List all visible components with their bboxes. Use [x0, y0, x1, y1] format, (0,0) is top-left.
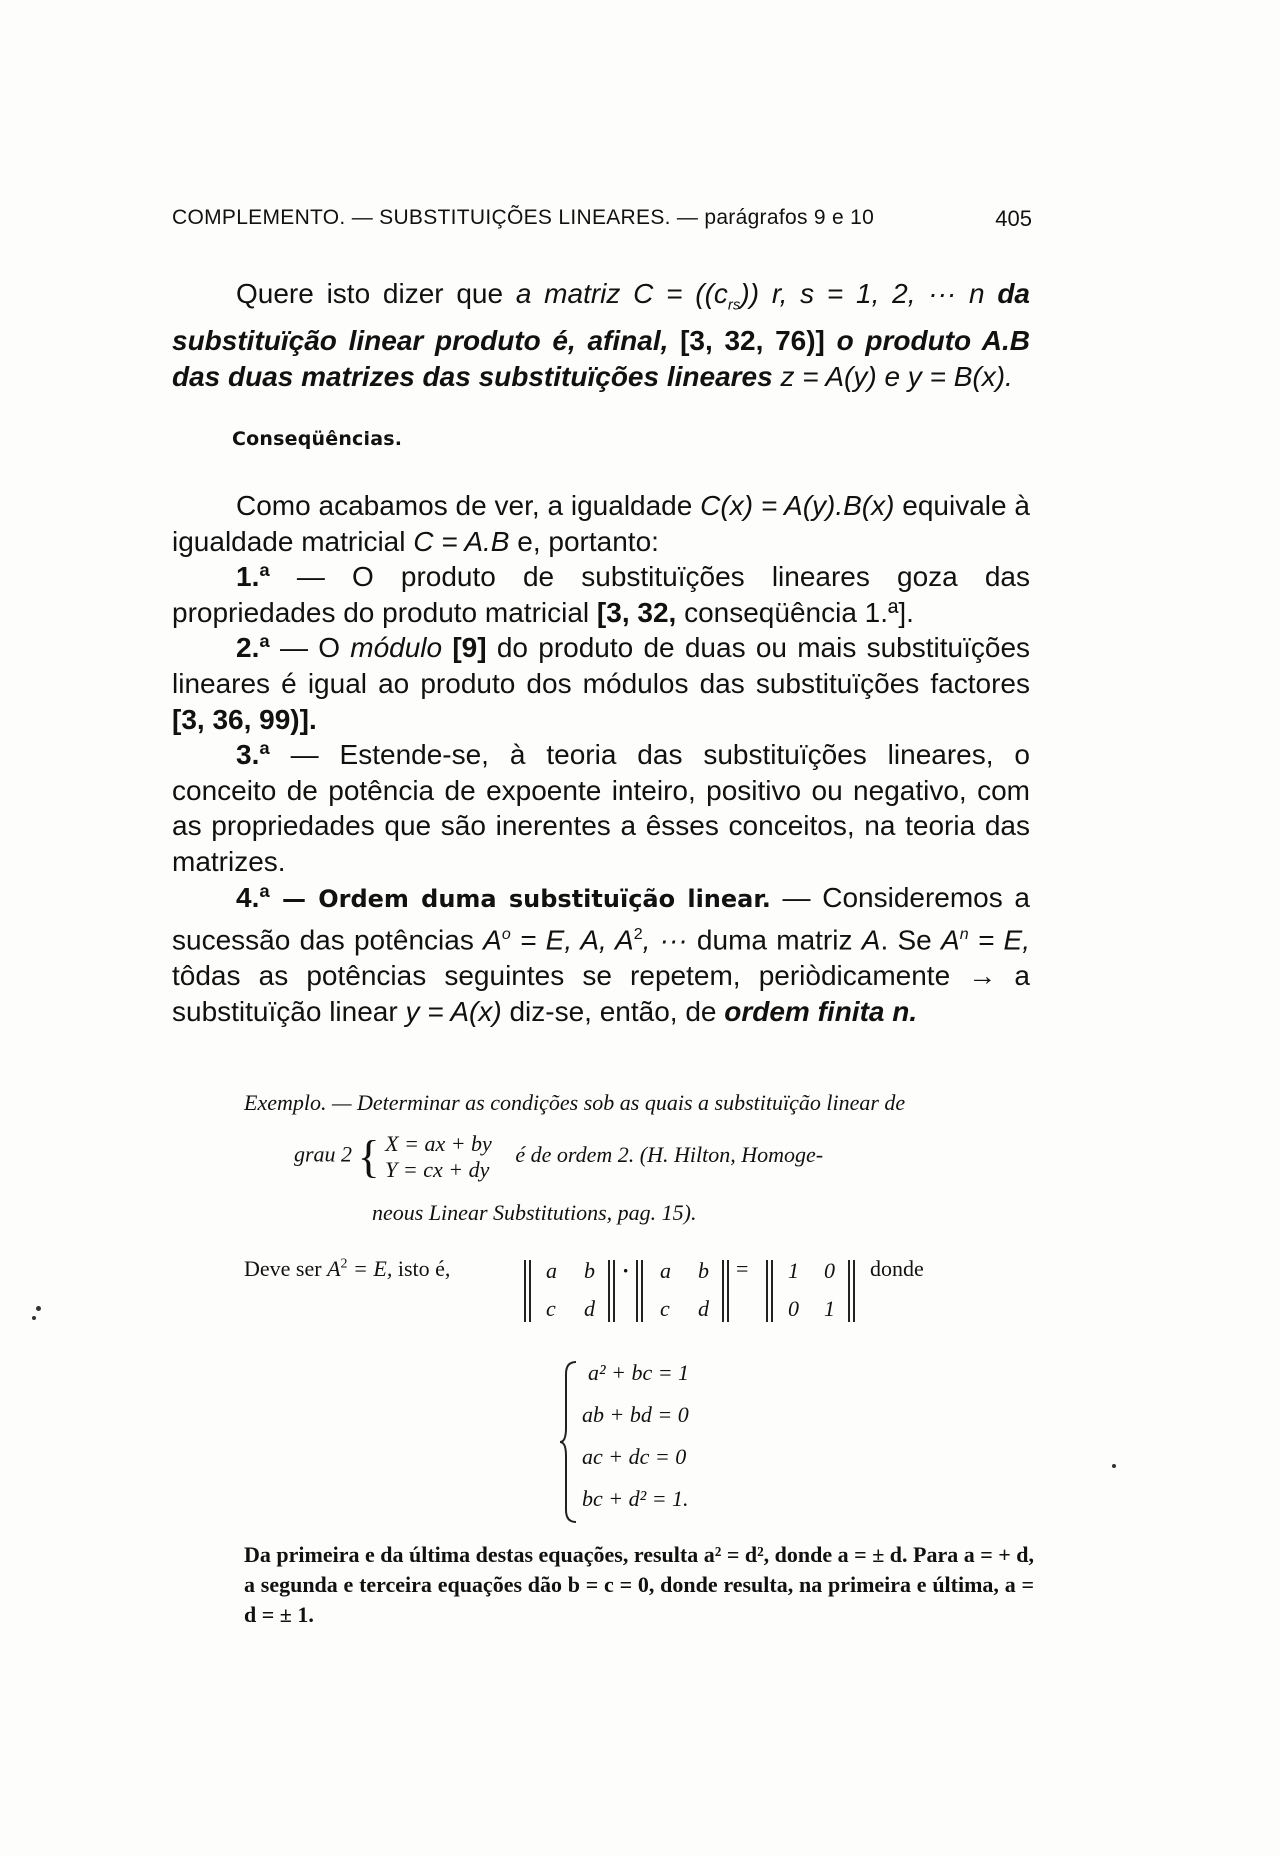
example-reference: neous Linear Substitutions, pag. 15). [372, 1200, 697, 1225]
matrix-equation: Deve ser $A^2 = E$, isto é, [244, 1256, 451, 1281]
consequence-1: 1.ª — O produto de substituïções lineares goza das propriedades do produto matricial [3, 32, conseqüência 1.ª]. [172, 561, 1030, 628]
donde-label: donde [870, 1256, 924, 1281]
final-paragraph: Da primeira e da última destas equações, resulta a² = d², donde a = ± d. Para a = + d, a segunda e terceira equações dão b = c = 0, donde resulta, na primeira e última, a = d = ± 1. [244, 1542, 1035, 1627]
section-heading: Conseqüências. [232, 428, 403, 451]
equals-sign: = [736, 1256, 749, 1281]
consequence-2: 2.ª — O módulo [9] do produto de duas ou mais substituïções lineares é igual ao produto dos módulos das substituïções factores [3, 36, 99)]. [172, 632, 1031, 735]
consequence-3: 3.ª — Estende-se, à teoria das substituïções lineares, o conceito de potência de expoente inteiro, positivo ou negativo, com as propriedades que são inerentes a êsses conceitos, na teoria das matrizes. [172, 739, 1030, 877]
paragraph-consequences: Como acabamos de ver, a igualdade C(x) = A(y).B(x) equivale à igualdade matricial C = A.B e, portanto: [172, 489, 1030, 557]
consequence-4: 4.ª — Ordem duma substituïção linear. — Consideremos a sucessão das potências $A^o = E$, A, $A^2$, ··· duma matriz A. Se $A^n = E$, tôdas as potências seguintes se repetem, periòdicamente → a substituïção linear y = A(x) diz-se, então, de ordem finita n. [172, 881, 1031, 1027]
header-title: COMPLEMENTO. — SUBSTITUIÇÕES LINEARES. — parágrafos 9 e 10 [172, 206, 875, 229]
system-brace [560, 1358, 580, 1526]
dot-operator: · [622, 1258, 630, 1283]
book-page: COMPLEMENTO. — SUBSTITUIÇÕES LINEARES. — parágrafos 9 e 10 405 Quere isto dizer que a matriz $C = ((c_{rs}))$ r, s = 1, 2, ··· n da substituïção linear produto é, afinal, [3, 32, 76)] o produto A.B das duas matrizes das substituïções lineares z = A(y) e y = B(x). Conseqüências. Como acabamos de ver, a igualdade C(x) = A(y).B(x) equivale à igualdade matricial C = A.B e, portanto: 1.ª — O produto de substituïções lineares goza das propriedades do produto matricial [3, 32, conseqüência 1.ª]. 2.ª — O módulo [9] do produto de duas ou mais substituïções lineares é igual ao produto dos módulos das substituïções factores [3, 36, 99)]. 3.ª — Estende-se, à teoria das substituïções lineares, o conceito de potência de expoente inteiro, positivo ou negativo, com as propriedades que são inerentes a êsses conceitos, na teoria das matrizes. 4.ª — Ordem duma substituïção linear. — Consideremos a sucessão das potências $A^o = E$, A, $A^2$, ··· duma matriz A. Se $A^n = E$, tôdas as potências seguintes se repetem, periòdicamente → a substituïção linear y = A(x) diz-se, então, de ordem finita n. Exemplo. — Determinar as condições sob as quais a substituïção linear de grau 2 { X = ax + by Y = cx + dy é de ordem 2. (H. Hilton, Homoge- neous Linear Substitutions, pag. 15). Deve ser $A^2 = E$, isto é, a b c d · a b c d = 1 0 0 1 donde a² + bc = 1 ab + bd = 0 ac + dc = 0 bc + d² = 1. Da primeira e da última destas equações, resulta a² = d², donde a = ± d. Para a = + d, a segunda e terceira equações dão b = c = 0, donde resulta, na primeira e última, a = d = ± 1. [0, 0, 1280, 1856]
equation-system: a² + bc = 1 ab + bd = 0 ac + dc = 0 bc + d² = 1. [560, 1358, 780, 1528]
example-system: grau 2 { X = ax + by Y = cx + dy é de ordem 2. (H. Hilton, Homoge- [294, 1130, 824, 1182]
example-statement: Exemplo. — Determinar as condições sob as quais a substituïção linear de [244, 1090, 906, 1115]
left-brace: { [357, 1131, 380, 1182]
main-text [172, 276, 1030, 1029]
paragraph-conclusion: Quere isto dizer que a matriz $C = ((c_{rs}))$ r, s = 1, 2, ··· n da substituïção linear produto é, afinal, [3, 32, 76)] o produto A.B das duas matrizes das substituïções lineares z = A(y) e y = B(x). [172, 278, 1030, 392]
page-number: 405 [995, 206, 1032, 231]
example-equations: X = ax + by Y = cx + dy [385, 1130, 492, 1182]
